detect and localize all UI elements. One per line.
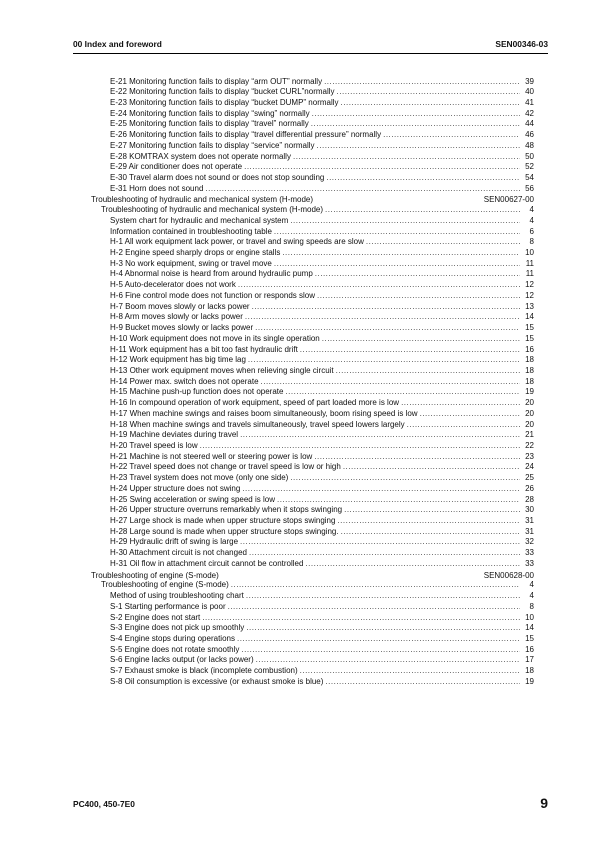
toc-entry[interactable] (110, 141, 534, 152)
toc-entry[interactable] (110, 334, 534, 345)
toc-dot-leader (261, 377, 520, 388)
toc-entry-title: H-12 Work equipment has big time lag (110, 355, 246, 365)
toc-dot-leader (344, 505, 520, 516)
toc-dot-leader (305, 559, 520, 570)
toc-entry-page: 8 (529, 601, 534, 611)
toc-entry-title: H-24 Upper structure does not swing (110, 483, 241, 493)
toc-entry-page: 14 (525, 623, 534, 633)
toc-dot-leader (337, 87, 520, 98)
toc-entry-title: E-23 Monitoring function fails to display “bucket DUMP” normally (110, 97, 339, 107)
toc-entry[interactable] (101, 580, 534, 591)
toc-entry-page: 39 (525, 76, 534, 86)
toc-entry-title: H-31 Oil flow in attachment circuit cannot be controlled (110, 558, 304, 568)
toc-entry-title: E-28 KOMTRAX system does not operate normally (110, 151, 291, 161)
toc-entry-title: H-27 Large shock is made when upper structure stops swinging (110, 516, 336, 526)
toc-entry[interactable] (110, 409, 534, 420)
toc-dot-leader (407, 420, 520, 431)
toc-entry-page: 20 (525, 398, 534, 408)
toc-entry[interactable] (110, 634, 534, 645)
toc-entry-title: H-14 Power max. switch does not operate (110, 376, 259, 386)
toc-entry[interactable] (110, 452, 534, 463)
toc-entry-page: 19 (525, 387, 534, 397)
toc-dot-leader (248, 355, 520, 366)
toc-dot-leader (231, 580, 520, 591)
toc-section-code: SEN00628-00 (483, 570, 534, 580)
toc-entry-title: S-8 Oil consumption is excessive (or exhaust smoke is blue) (110, 676, 324, 686)
toc-entry[interactable] (110, 216, 534, 227)
toc-entry-title: H-22 Travel speed does not change or travel speed is low or high (110, 462, 341, 472)
toc-dot-leader (341, 527, 520, 538)
toc-dot-leader (245, 312, 520, 323)
toc-entry[interactable] (110, 291, 534, 302)
toc-dot-leader (244, 162, 520, 173)
toc-entry-title: H-26 Upper structure overruns remarkably when it stops swinging (110, 505, 343, 515)
toc-entry-page: 19 (525, 676, 534, 686)
toc-entry[interactable] (110, 302, 534, 313)
toc-section-heading[interactable] (91, 194, 534, 205)
toc-entry[interactable] (110, 248, 534, 259)
toc-dot-leader (324, 77, 520, 88)
toc-entry-page: 48 (525, 140, 534, 150)
toc-entry[interactable] (110, 312, 534, 323)
toc-entry[interactable] (110, 559, 534, 570)
toc-entry[interactable] (110, 77, 534, 88)
toc-entry-title: H-8 Arm moves slowly or lacks power (110, 312, 243, 322)
toc-entry-title: H-23 Travel system does not move (only one side) (110, 473, 289, 483)
toc-entry-page: 4 (529, 215, 534, 225)
toc-dot-leader (311, 119, 520, 130)
toc-entry-title: H-29 Hydraulic drift of swing is large (110, 537, 239, 547)
toc-entry-page: 18 (525, 376, 534, 386)
toc-entry-title: E-21 Monitoring function fails to display “arm OUT” normally (110, 76, 323, 86)
toc-entry-page: 28 (525, 494, 534, 504)
toc-entry[interactable] (110, 355, 534, 366)
toc-entry[interactable] (110, 505, 534, 516)
toc-entry[interactable] (110, 162, 534, 173)
toc-entry-title: H-7 Boom moves slowly or lacks power (110, 301, 250, 311)
toc-entry-page: 23 (525, 451, 534, 461)
page-footer (73, 795, 548, 815)
toc-dot-leader (401, 398, 520, 409)
toc-entry[interactable] (110, 184, 534, 195)
toc-dot-leader (202, 613, 520, 624)
toc-entry-page: 31 (525, 516, 534, 526)
toc-entry[interactable] (110, 495, 534, 506)
toc-entry-title: Method of using troubleshooting chart (110, 591, 244, 601)
toc-entry[interactable] (110, 548, 534, 559)
toc-entry-title: H-25 Swing acceleration or swing speed is low (110, 494, 275, 504)
toc-entry-title: S-3 Engine does not pick up smoothly (110, 623, 245, 633)
toc-dot-leader (241, 645, 520, 656)
toc-entry-title: H-5 Auto-decelerator does not work (110, 280, 236, 290)
toc-dot-leader (228, 602, 520, 613)
toc-entry-page: 14 (525, 312, 534, 322)
toc-entry-title: E-31 Horn does not sound (110, 183, 204, 193)
toc-entry[interactable] (110, 537, 534, 548)
toc-entry-page: 20 (525, 419, 534, 429)
toc-entry-title: Information contained in troubleshooting table (110, 226, 272, 236)
toc-entry-page: 16 (525, 344, 534, 354)
toc-dot-leader (300, 666, 520, 677)
toc-dot-leader (238, 280, 520, 291)
toc-entry-title: S-2 Engine does not start (110, 612, 201, 622)
toc-section-title: Troubleshooting of engine (S-mode) (91, 570, 219, 580)
toc-entry[interactable] (110, 623, 534, 634)
toc-entry-page: 54 (525, 172, 534, 182)
toc-entry-title: S-5 Engine does not rotate smoothly (110, 644, 240, 654)
toc-entry[interactable] (110, 655, 534, 666)
toc-dot-leader (317, 141, 520, 152)
toc-entry-page: 40 (525, 87, 534, 97)
toc-dot-leader (255, 323, 520, 334)
toc-dot-leader (285, 387, 520, 398)
toc-entry-page: 8 (529, 237, 534, 247)
toc-entry-page: 16 (525, 644, 534, 654)
toc-entry[interactable] (110, 227, 534, 238)
toc-entry[interactable] (110, 473, 534, 484)
toc-entry-page: 6 (529, 226, 534, 236)
toc-entry-page: 20 (525, 408, 534, 418)
toc-dot-leader (322, 334, 520, 345)
toc-entry-page: 12 (525, 280, 534, 290)
toc-entry-page: 11 (525, 258, 534, 268)
toc-entry[interactable] (110, 87, 534, 98)
footer-model: PC400, 450-7E0 (73, 799, 135, 809)
toc-dot-leader (300, 345, 520, 356)
toc-entry-title: H-20 Travel speed is low (110, 440, 198, 450)
toc-entry-page: 41 (525, 97, 534, 107)
toc-entry[interactable] (110, 152, 534, 163)
toc-entry[interactable] (110, 666, 534, 677)
toc-dot-leader (282, 248, 520, 259)
toc-entry-page: 56 (525, 183, 534, 193)
toc-dot-leader (315, 269, 520, 280)
toc-entry-title: E-24 Monitoring function fails to display “swing” normally (110, 108, 310, 118)
toc-entry[interactable] (110, 602, 534, 613)
toc-entry-page: 4 (529, 205, 534, 215)
toc-entry[interactable] (101, 205, 534, 216)
toc-entry-page: 42 (525, 108, 534, 118)
toc-dot-leader (237, 634, 520, 645)
toc-entry-title: System chart for hydraulic and mechanical system (110, 215, 289, 225)
toc-entry-title: E-29 Air conditioner does not operate (110, 162, 243, 172)
toc-entry-page: 25 (525, 473, 534, 483)
toc-dot-leader (341, 98, 520, 109)
toc-entry-page: 32 (525, 537, 534, 547)
toc-entry-page: 26 (525, 483, 534, 493)
toc-entry[interactable] (110, 377, 534, 388)
toc-entry-title: E-26 Monitoring function fails to display “travel differential pressure” normally (110, 130, 382, 140)
toc-entry-page: 46 (525, 130, 534, 140)
toc-dot-leader (336, 366, 520, 377)
toc-dot-leader (337, 516, 520, 527)
toc-entry[interactable] (110, 345, 534, 356)
toc-entry[interactable] (110, 462, 534, 473)
toc-entry-title: H-28 Large sound is made when upper structure stops swinging. (110, 526, 339, 536)
toc-entry[interactable] (110, 269, 534, 280)
toc-dot-leader (326, 173, 520, 184)
toc-entry[interactable] (110, 98, 534, 109)
toc-dot-leader (383, 130, 520, 141)
toc-entry-title: S-7 Exhaust smoke is black (incomplete combustion) (110, 666, 298, 676)
toc-dot-leader (290, 473, 520, 484)
toc-entry-title: Troubleshooting of engine (S-mode) (101, 580, 229, 590)
toc-entry[interactable] (110, 516, 534, 527)
toc-entry-page: 18 (525, 365, 534, 375)
toc-entry[interactable] (110, 173, 534, 184)
toc-entry-title: H-6 Fine control mode does not function or responds slow (110, 290, 315, 300)
toc-entry-title: H-10 Work equipment does not move in its single operation (110, 333, 320, 343)
toc-entry[interactable] (110, 441, 534, 452)
toc-dot-leader (343, 462, 520, 473)
toc-entry-page: 15 (525, 333, 534, 343)
header-document-code: SEN00346-03 (495, 39, 548, 49)
toc-entry-title: S-6 Engine lacks output (or lacks power) (110, 655, 254, 665)
toc-entry-title: Troubleshooting of hydraulic and mechanical system (H-mode) (101, 205, 324, 215)
toc-dot-leader (293, 152, 520, 163)
toc-entry-page: 15 (525, 633, 534, 643)
toc-entry[interactable] (110, 420, 534, 431)
toc-entry[interactable] (110, 323, 534, 334)
toc-dot-leader (249, 548, 520, 559)
toc-entry-title: E-25 Monitoring function fails to display “travel” normally (110, 119, 309, 129)
toc-entry[interactable] (110, 280, 534, 291)
toc-entry-page: 30 (525, 505, 534, 515)
toc-entry-title: H-21 Machine is not steered well or steering power is low (110, 451, 313, 461)
toc-entry-title: H-17 When machine swings and raises boom simultaneously, boom rising speed is low (110, 408, 418, 418)
toc-entry-page: 10 (525, 612, 534, 622)
toc-entry-page: 18 (525, 355, 534, 365)
toc-dot-leader (312, 109, 520, 120)
toc-dot-leader (290, 216, 520, 227)
toc-entry-page: 21 (525, 430, 534, 440)
toc-dot-leader (274, 227, 520, 238)
toc-entry-title: H-2 Engine speed sharply drops or engine stalls (110, 248, 281, 258)
toc-entry[interactable] (110, 366, 534, 377)
toc-entry-title: S-1 Starting performance is poor (110, 601, 226, 611)
toc-section-heading[interactable] (91, 570, 534, 581)
toc-entry-title: H-9 Bucket moves slowly or lacks power (110, 323, 254, 333)
toc-entry[interactable] (110, 484, 534, 495)
page-header (73, 39, 548, 54)
toc-dot-leader (205, 184, 520, 195)
toc-entry-title: H-16 In compound operation of work equipment, speed of part loaded more is low (110, 398, 400, 408)
toc-entry-page: 17 (525, 655, 534, 665)
toc-dot-leader (325, 205, 520, 216)
toc-entry-title: H-1 All work equipment lack power, or travel and swing speeds are slow (110, 237, 364, 247)
toc-entry[interactable] (110, 130, 534, 141)
toc-dot-leader (240, 537, 520, 548)
toc-entry-title: H-18 When machine swings and travels simultaneously, travel speed lowers largely (110, 419, 405, 429)
toc-section-title: Troubleshooting of hydraulic and mechanical system (H-mode) (91, 195, 314, 205)
toc-entry-page: 4 (529, 580, 534, 590)
toc-entry-title: E-27 Monitoring function fails to display “service” normally (110, 140, 315, 150)
toc-dot-leader (242, 484, 520, 495)
toc-entry-page: 12 (525, 290, 534, 300)
toc-dot-leader (274, 259, 520, 270)
toc-dot-leader (277, 495, 520, 506)
toc-dot-leader (256, 655, 520, 666)
toc-entry-page: 44 (525, 119, 534, 129)
toc-entry-page: 15 (525, 323, 534, 333)
toc-entry-title: H-15 Machine push-up function does not operate (110, 387, 284, 397)
toc-entry-title: E-30 Travel alarm does not sound or does not stop sounding (110, 172, 325, 182)
toc-entry-title: H-3 No work equipment, swing or travel move (110, 258, 272, 268)
toc-section-code: SEN00627-00 (483, 195, 534, 205)
toc-entry-page: 31 (525, 526, 534, 536)
toc-entry-title: E-22 Monitoring function fails to display “bucket CURL”normally (110, 87, 335, 97)
toc-entry-page: 52 (525, 162, 534, 172)
toc-entry-page: 10 (525, 248, 534, 258)
toc-entry-title: H-30 Attachment circuit is not changed (110, 548, 247, 558)
toc-entry-title: H-4 Abnormal noise is heard from around hydraulic pump (110, 269, 313, 279)
toc-entry[interactable] (110, 591, 534, 602)
toc-entry-page: 50 (525, 151, 534, 161)
footer-page-number: 9 (540, 795, 548, 811)
toc-dot-leader (317, 291, 520, 302)
toc-entry-page: 22 (525, 440, 534, 450)
toc-entry-page: 4 (529, 591, 534, 601)
toc-entry[interactable] (110, 430, 534, 441)
header-section-title: 00 Index and foreword (73, 39, 162, 49)
toc-entry[interactable] (110, 645, 534, 656)
toc-dot-leader (240, 430, 520, 441)
toc-entry-page: 33 (525, 548, 534, 558)
toc-entry[interactable] (110, 387, 534, 398)
toc-entry[interactable] (110, 237, 534, 248)
toc-dot-leader (200, 441, 520, 452)
toc-entry-title: H-13 Other work equipment moves when relieving single circuit (110, 365, 334, 375)
toc-dot-leader (252, 302, 520, 313)
toc-entry-page: 33 (525, 558, 534, 568)
toc-dot-leader (420, 409, 520, 420)
toc-entry[interactable] (110, 677, 534, 688)
toc-entry[interactable] (110, 527, 534, 538)
toc-entry[interactable] (110, 398, 534, 409)
toc-entry-page: 13 (525, 301, 534, 311)
toc-entry-page: 18 (525, 666, 534, 676)
toc-entry[interactable] (110, 109, 534, 120)
toc-entry-title: H-19 Machine deviates during travel (110, 430, 239, 440)
toc-dot-leader (314, 452, 520, 463)
toc-entry-page: 24 (525, 462, 534, 472)
toc-dot-leader (246, 623, 520, 634)
toc-dot-leader (366, 237, 520, 248)
toc-entry-title: H-11 Work equipment has a bit too fast hydraulic drift (110, 344, 298, 354)
toc-entry-page: 11 (525, 269, 534, 279)
toc-dot-leader (325, 677, 520, 688)
toc-entry[interactable] (110, 613, 534, 624)
toc-entry[interactable] (110, 119, 534, 130)
toc-entry[interactable] (110, 259, 534, 270)
toc-entry-title: S-4 Engine stops during operations (110, 633, 235, 643)
toc-dot-leader (246, 591, 520, 602)
